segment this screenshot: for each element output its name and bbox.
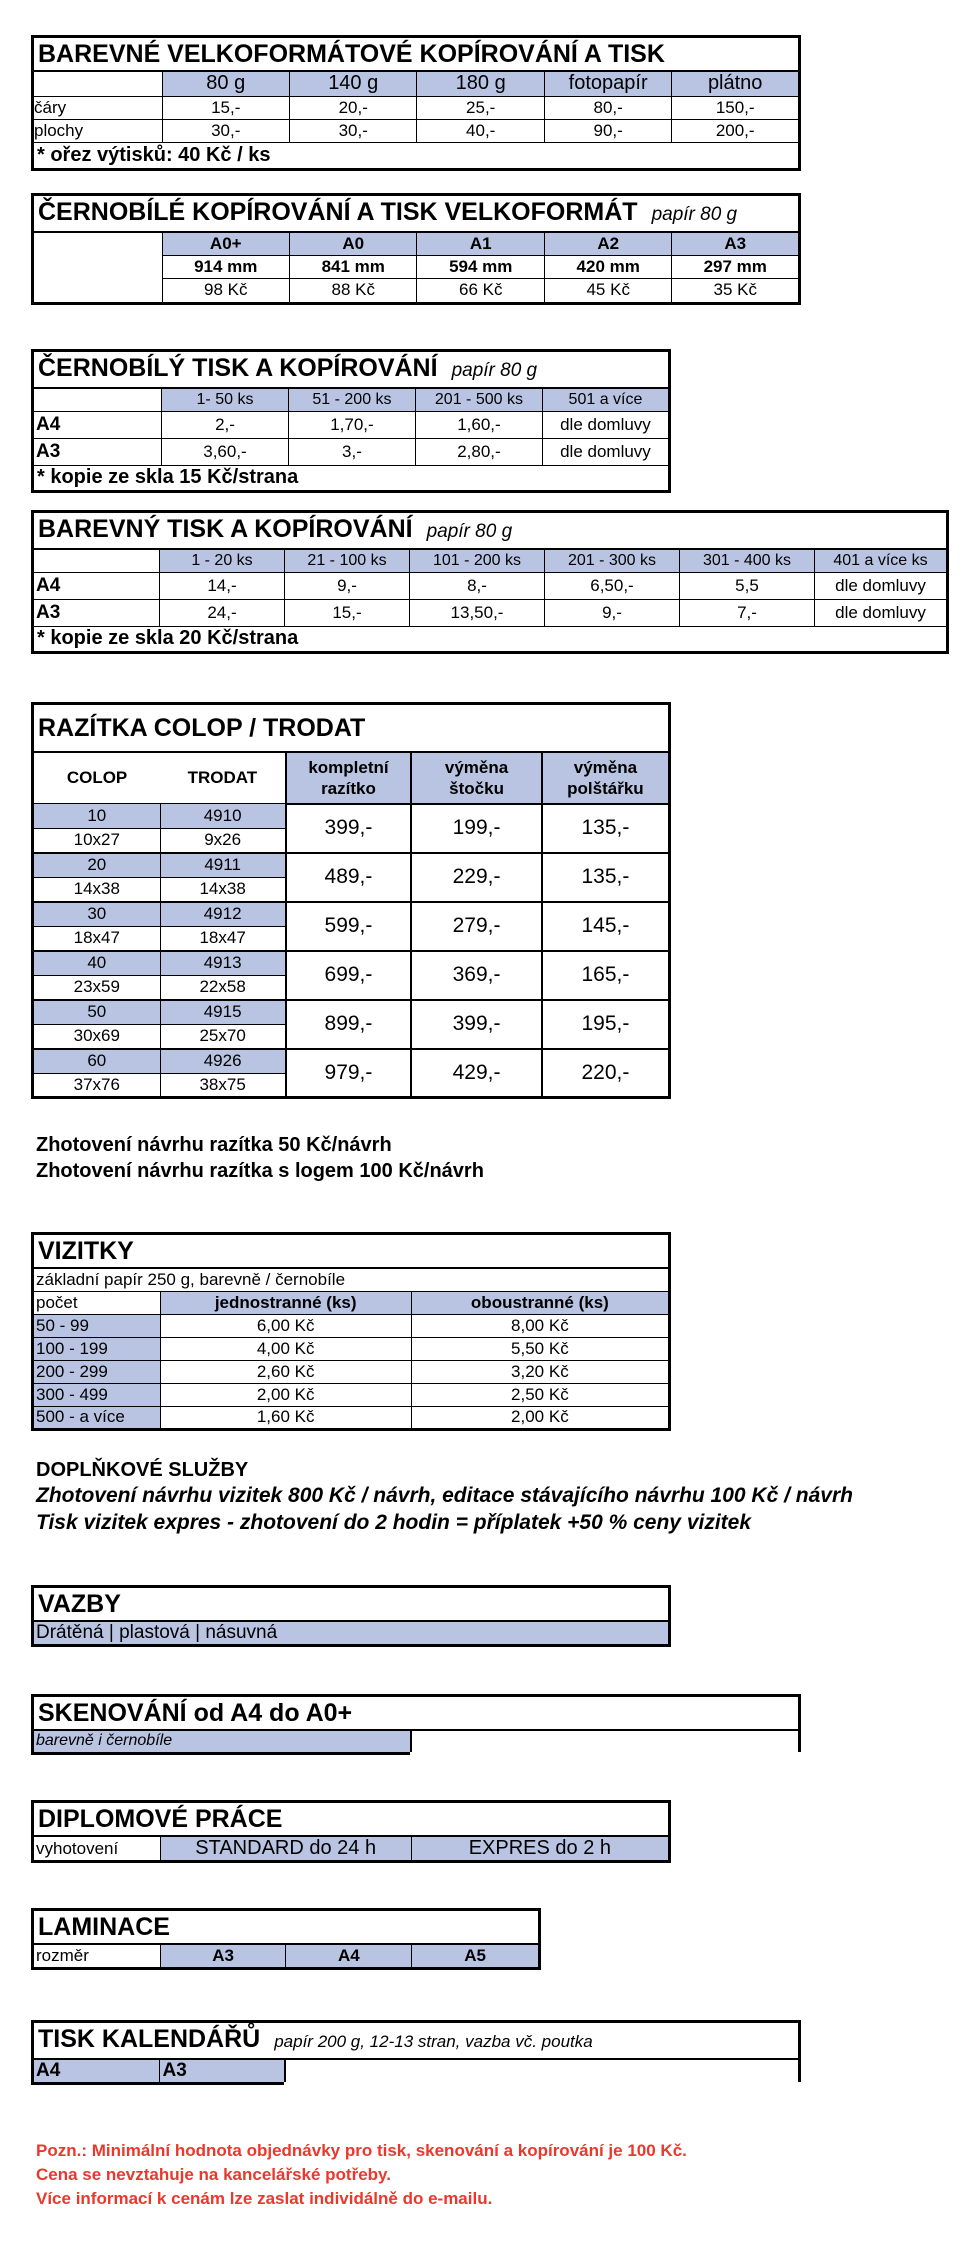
column-header-complete <box>286 752 412 804</box>
lamination-label: rozměr <box>33 1944 161 1968</box>
footer-minimum-order: Pozn.: Minimální hodnota objednávky pro tisk, skenování a kopírování je 100 Kč. <box>36 2141 687 2160</box>
section-note: * kopie ze skla 15 Kč/strana <box>33 465 670 491</box>
header-line: razítko <box>321 778 376 798</box>
price-cell: 40,- <box>417 119 544 142</box>
section-title <box>33 195 800 233</box>
section-title: RAZÍTKA COLOP / TRODAT <box>33 704 670 752</box>
single-price: 4,00 Kč <box>160 1337 411 1360</box>
section-subtitle: papír 80 g <box>451 360 538 381</box>
column-header-single: jednostranné (ks) <box>160 1291 411 1314</box>
price-cell: 13,50,- <box>410 599 545 626</box>
column-header: plátno <box>672 71 800 96</box>
single-price: 1,60 Kč <box>160 1406 411 1429</box>
calendar-section <box>31 2020 801 2085</box>
double-price: 3,20 Kč <box>411 1360 669 1383</box>
table-row <box>33 96 800 119</box>
price-cell: dle domluvy <box>542 411 669 438</box>
empty-cell <box>33 232 163 303</box>
empty-cell <box>285 2059 799 2084</box>
row-label: A3 <box>33 438 162 465</box>
calendar-table <box>31 2020 801 2085</box>
table-row <box>33 1337 670 1360</box>
plate-price: 199,- <box>411 804 542 853</box>
section-title: BAREVNÉ VELKOFORMÁTOVÉ KOPÍROVÁNÍ A TISK <box>33 37 800 72</box>
complete-price: 599,- <box>286 902 412 951</box>
double-price: 2,00 Kč <box>411 1406 669 1429</box>
scanning-table <box>31 1694 801 1755</box>
lamination-table <box>31 1908 541 1970</box>
header-line: polštářku <box>567 778 644 798</box>
color-print-table <box>31 510 949 654</box>
complete-price: 489,- <box>286 853 412 902</box>
table-row <box>33 853 670 878</box>
format-header: A3 <box>672 232 800 255</box>
table-row <box>33 1406 670 1429</box>
price-cell: dle domluvy <box>815 572 948 599</box>
stamp-logo-design-note: Zhotovení návrhu razítka s logem 100 Kč/návrh <box>36 1160 484 1182</box>
scanning-section <box>31 1694 801 1755</box>
footer-email-info: Více informací k cenám lze zaslat individálně do e-mailu. <box>36 2189 493 2208</box>
width-cell: 594 mm <box>417 255 544 278</box>
price-cell: 9,- <box>545 599 680 626</box>
header-line: výměna <box>573 757 638 777</box>
binding-types: Drátěná | plastová | násuvná <box>33 1621 670 1646</box>
column-header-count: počet <box>33 1291 161 1314</box>
calendar-size: A4 <box>33 2059 160 2084</box>
price-cell: 5,5 <box>680 572 815 599</box>
colop-size: 18x47 <box>33 927 161 951</box>
single-price: 2,60 Kč <box>160 1360 411 1383</box>
lamination-size: A5 <box>412 1944 540 1968</box>
column-header-trodat: TRODAT <box>160 752 286 804</box>
format-header: A0 <box>290 232 417 255</box>
section-title-text: TISK KALENDÁŘŮ <box>38 2025 261 2053</box>
count-cell: 100 - 199 <box>33 1337 161 1360</box>
trodat-model: 4926 <box>160 1049 286 1074</box>
price-cell: 9,- <box>285 572 410 599</box>
price-cell: 2,- <box>162 411 289 438</box>
footer-office-supplies: Cena se nevztahuje na kancelářské potřeby. <box>36 2165 391 2184</box>
empty-cell <box>33 388 162 411</box>
column-header: 501 a více <box>542 388 669 411</box>
stamp-design-note: Zhotovení návrhu razítka 50 Kč/návrh <box>36 1134 392 1156</box>
binding-table <box>31 1585 671 1647</box>
section-subtitle: papír 200 g, 12-13 stran, vazba vč. poutka <box>274 2032 593 2051</box>
pad-price: 135,- <box>542 853 670 902</box>
price-cell: dle domluvy <box>815 599 948 626</box>
column-header: 201 - 300 ks <box>545 549 680 572</box>
trodat-size: 38x75 <box>160 1074 286 1098</box>
color-large-format-table <box>31 35 801 171</box>
complete-price: 979,- <box>286 1049 412 1098</box>
stamps-table <box>31 702 671 1099</box>
section-title: VAZBY <box>33 1587 670 1622</box>
colop-model: 50 <box>33 1000 161 1025</box>
column-header: 1- 50 ks <box>162 388 289 411</box>
colop-size: 10x27 <box>33 829 161 853</box>
price-cell: 90,- <box>544 119 671 142</box>
header-line: kompletní <box>308 757 389 777</box>
plate-price: 399,- <box>411 1000 542 1049</box>
colop-size: 30x69 <box>33 1025 161 1049</box>
price-cell: 3,- <box>288 438 415 465</box>
table-row <box>33 1049 670 1074</box>
table-row <box>33 951 670 976</box>
section-title <box>33 351 670 389</box>
price-cell: 14,- <box>160 572 285 599</box>
lamination-size: A3 <box>160 1944 286 1968</box>
colop-size: 37x76 <box>33 1074 161 1098</box>
column-header: 201 - 500 ks <box>415 388 542 411</box>
trodat-size: 22x58 <box>160 976 286 1000</box>
price-cell: 88 Kč <box>290 278 417 303</box>
price-cell: 7,- <box>680 599 815 626</box>
header-line: štočku <box>449 778 504 798</box>
price-cell: 45 Kč <box>544 278 671 303</box>
column-header: fotopapír <box>544 71 671 96</box>
bw-print-section <box>31 349 671 493</box>
column-header-colop: COLOP <box>33 752 161 804</box>
count-cell: 50 - 99 <box>33 1314 161 1337</box>
calendar-size: A3 <box>160 2059 285 2084</box>
colop-model: 40 <box>33 951 161 976</box>
column-header-double: oboustranné (ks) <box>411 1291 669 1314</box>
trodat-size: 18x47 <box>160 927 286 951</box>
single-price: 6,00 Kč <box>160 1314 411 1337</box>
table-row <box>33 599 948 626</box>
section-title <box>33 512 948 550</box>
price-cell: 30,- <box>289 119 416 142</box>
price-cell: 6,50,- <box>545 572 680 599</box>
table-row <box>33 1360 670 1383</box>
business-cards-table <box>31 1232 671 1431</box>
table-row <box>33 572 948 599</box>
column-header: 80 g <box>162 71 289 96</box>
bw-print-table <box>31 349 671 493</box>
width-cell: 420 mm <box>544 255 671 278</box>
thesis-standard: STANDARD do 24 h <box>160 1836 411 1862</box>
price-cell: 98 Kč <box>162 278 289 303</box>
thesis-table <box>31 1800 671 1863</box>
trodat-size: 9x26 <box>160 829 286 853</box>
trodat-model: 4912 <box>160 902 286 927</box>
section-note: * ořez výtisků: 40 Kč / ks <box>33 142 800 169</box>
colop-model: 10 <box>33 804 161 829</box>
colop-model: 30 <box>33 902 161 927</box>
double-price: 8,00 Kč <box>411 1314 669 1337</box>
complete-price: 699,- <box>286 951 412 1000</box>
complete-price: 399,- <box>286 804 412 853</box>
width-cell: 914 mm <box>162 255 289 278</box>
price-cell: 15,- <box>162 96 289 119</box>
column-header: 140 g <box>289 71 416 96</box>
pad-price: 145,- <box>542 902 670 951</box>
section-title: SKENOVÁNÍ od A4 do A0+ <box>33 1696 800 1731</box>
section-title: DIPLOMOVÉ PRÁCE <box>33 1802 670 1837</box>
format-header: A0+ <box>162 232 289 255</box>
bw-large-format-table <box>31 193 801 305</box>
row-label: plochy <box>33 119 163 142</box>
trodat-model: 4913 <box>160 951 286 976</box>
extras-heading: DOPLŇKOVÉ SLUŽBY <box>36 1459 249 1481</box>
price-cell: 3,60,- <box>162 438 289 465</box>
trodat-size: 25x70 <box>160 1025 286 1049</box>
format-header: A2 <box>544 232 671 255</box>
column-header-pad <box>542 752 670 804</box>
colop-model: 20 <box>33 853 161 878</box>
table-row <box>33 438 670 465</box>
section-title: VIZITKY <box>33 1234 670 1269</box>
price-cell: 200,- <box>672 119 800 142</box>
format-header: A1 <box>417 232 544 255</box>
pad-price: 220,- <box>542 1049 670 1098</box>
table-row <box>33 411 670 438</box>
column-header: 51 - 200 ks <box>288 388 415 411</box>
paper-info: základní papír 250 g, barevně / černobíle <box>33 1268 670 1291</box>
complete-price: 899,- <box>286 1000 412 1049</box>
price-cell: 35 Kč <box>672 278 800 303</box>
trodat-model: 4915 <box>160 1000 286 1025</box>
lamination-section <box>31 1908 541 1970</box>
count-cell: 300 - 499 <box>33 1383 161 1406</box>
plate-price: 369,- <box>411 951 542 1000</box>
price-cell: 1,70,- <box>288 411 415 438</box>
plate-price: 229,- <box>411 853 542 902</box>
scanning-note: barevně i černobíle <box>33 1730 411 1753</box>
table-row <box>33 902 670 927</box>
table-row <box>33 119 800 142</box>
table-row <box>33 804 670 829</box>
section-title-text: BAREVNÝ TISK A KOPÍROVÁNÍ <box>38 515 413 543</box>
table-row <box>33 1000 670 1025</box>
business-cards-section <box>31 1232 671 1431</box>
empty-cell <box>33 549 160 572</box>
price-cell: 66 Kč <box>417 278 544 303</box>
trodat-size: 14x38 <box>160 878 286 902</box>
price-cell: 8,- <box>410 572 545 599</box>
section-title-text: ČERNOBÍLÉ KOPÍROVÁNÍ A TISK VELKOFORMÁT <box>38 198 638 226</box>
table-row <box>33 1314 670 1337</box>
column-header: 101 - 200 ks <box>410 549 545 572</box>
single-price: 2,00 Kč <box>160 1383 411 1406</box>
section-title: LAMINACE <box>33 1910 540 1945</box>
stamps-section <box>31 702 671 1099</box>
section-subtitle: papír 80 g <box>426 521 513 542</box>
price-cell: dle domluvy <box>542 438 669 465</box>
row-label: A4 <box>33 411 162 438</box>
card-rows <box>33 1314 670 1429</box>
double-price: 2,50 Kč <box>411 1383 669 1406</box>
price-cell: 1,60,- <box>415 411 542 438</box>
row-label: A4 <box>33 572 160 599</box>
colop-size: 23x59 <box>33 976 161 1000</box>
plate-price: 429,- <box>411 1049 542 1098</box>
price-cell: 20,- <box>289 96 416 119</box>
price-cell: 30,- <box>162 119 289 142</box>
width-cell: 297 mm <box>672 255 800 278</box>
table-row <box>33 1383 670 1406</box>
thesis-section <box>31 1800 671 1863</box>
price-cell: 2,80,- <box>415 438 542 465</box>
colop-size: 14x38 <box>33 878 161 902</box>
trodat-model: 4910 <box>160 804 286 829</box>
price-cell: 25,- <box>417 96 544 119</box>
column-header: 21 - 100 ks <box>285 549 410 572</box>
row-label: čáry <box>33 96 163 119</box>
column-header: 1 - 20 ks <box>160 549 285 572</box>
pad-price: 165,- <box>542 951 670 1000</box>
count-cell: 200 - 299 <box>33 1360 161 1383</box>
stamp-rows <box>33 804 670 1098</box>
pad-price: 135,- <box>542 804 670 853</box>
thesis-express: EXPRES do 2 h <box>411 1836 669 1862</box>
extras-design-line: Zhotovení návrhu vizitek 800 Kč / návrh, editace stávajícího návrhu 100 Kč / návrh <box>36 1484 853 1507</box>
double-price: 5,50 Kč <box>411 1337 669 1360</box>
empty-cell <box>33 71 163 96</box>
header-line: výměna <box>444 757 509 777</box>
bw-large-format-section <box>31 193 801 305</box>
color-large-format-section <box>31 35 801 171</box>
row-label: A3 <box>33 599 160 626</box>
column-header: 180 g <box>417 71 544 96</box>
column-header: 401 a více ks <box>815 549 948 572</box>
color-print-section <box>31 510 949 654</box>
count-cell: 500 - a více <box>33 1406 161 1429</box>
section-note: * kopie ze skla 20 Kč/strana <box>33 626 948 652</box>
price-cell: 24,- <box>160 599 285 626</box>
pad-price: 195,- <box>542 1000 670 1049</box>
column-header: 301 - 400 ks <box>680 549 815 572</box>
price-cell: 80,- <box>544 96 671 119</box>
section-title <box>33 2022 800 2060</box>
section-title-text: ČERNOBÍLÝ TISK A KOPÍROVÁNÍ <box>38 354 438 382</box>
column-header-plate <box>411 752 542 804</box>
width-cell: 841 mm <box>290 255 417 278</box>
price-cell: 15,- <box>285 599 410 626</box>
thesis-label: vyhotovení <box>33 1836 161 1862</box>
plate-price: 279,- <box>411 902 542 951</box>
section-subtitle: papír 80 g <box>651 204 738 225</box>
empty-cell <box>411 1730 800 1753</box>
colop-model: 60 <box>33 1049 161 1074</box>
trodat-model: 4911 <box>160 853 286 878</box>
lamination-size: A4 <box>286 1944 412 1968</box>
price-cell: 150,- <box>672 96 800 119</box>
extras-express-line: Tisk vizitek expres - zhotovení do 2 hodin = příplatek +50 % ceny vizitek <box>36 1511 752 1534</box>
binding-section <box>31 1585 671 1647</box>
